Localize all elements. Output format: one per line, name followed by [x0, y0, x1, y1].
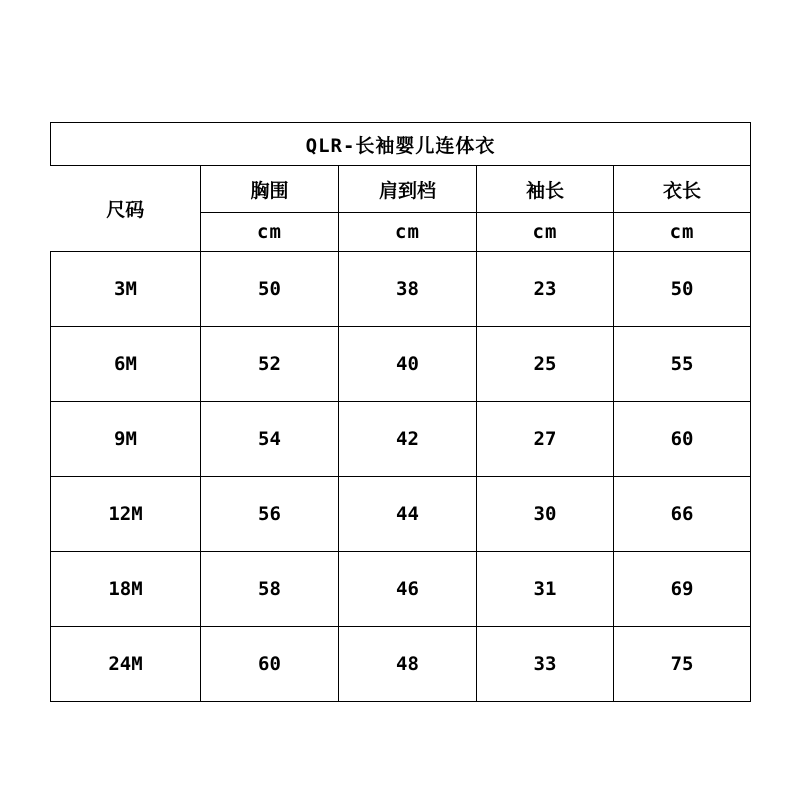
cell-sleeve-length: 30: [477, 477, 614, 552]
unit-chest: cm: [201, 213, 339, 252]
row-size-label: 6M: [51, 327, 201, 402]
row-size-label: 12M: [51, 477, 201, 552]
table-row: [51, 627, 751, 702]
size-chart-table: [50, 122, 751, 702]
column-header-shoulder-to-crotch: 肩到档: [339, 166, 477, 213]
column-header-sleeve-length: 袖长: [477, 166, 614, 213]
cell-shoulder-to-crotch: 46: [339, 552, 477, 627]
cell-chest: 52: [201, 327, 339, 402]
unit-sleeve-length: cm: [477, 213, 614, 252]
cell-shoulder-to-crotch: 40: [339, 327, 477, 402]
table-row: [51, 477, 751, 552]
cell-garment-length: 60: [614, 402, 751, 477]
cell-sleeve-length: 31: [477, 552, 614, 627]
cell-chest: 56: [201, 477, 339, 552]
cell-chest: 54: [201, 402, 339, 477]
page-title: QLR-长袖婴儿连体衣: [51, 123, 751, 166]
table-title-row: [51, 123, 751, 166]
column-header-chest: 胸围: [201, 166, 339, 213]
cell-shoulder-to-crotch: 48: [339, 627, 477, 702]
column-header-garment-length: 衣长: [614, 166, 751, 213]
cell-garment-length: 75: [614, 627, 751, 702]
cell-shoulder-to-crotch: 44: [339, 477, 477, 552]
cell-garment-length: 50: [614, 252, 751, 327]
unit-garment-length: cm: [614, 213, 751, 252]
cell-sleeve-length: 23: [477, 252, 614, 327]
cell-sleeve-length: 33: [477, 627, 614, 702]
cell-sleeve-length: 27: [477, 402, 614, 477]
table-header-row: [51, 166, 751, 213]
cell-sleeve-length: 25: [477, 327, 614, 402]
table-row: [51, 402, 751, 477]
column-header-size: 尺码: [106, 199, 145, 221]
cell-chest: 50: [201, 252, 339, 327]
cell-chest: 58: [201, 552, 339, 627]
cell-shoulder-to-crotch: 42: [339, 402, 477, 477]
row-size-label: 18M: [51, 552, 201, 627]
cell-garment-length: 66: [614, 477, 751, 552]
size-chart-container: [50, 122, 750, 702]
unit-shoulder-to-crotch: cm: [339, 213, 477, 252]
cell-garment-length: 69: [614, 552, 751, 627]
table-row: [51, 552, 751, 627]
cell-chest: 60: [201, 627, 339, 702]
cell-garment-length: 55: [614, 327, 751, 402]
table-row: [51, 327, 751, 402]
cell-shoulder-to-crotch: 38: [339, 252, 477, 327]
row-size-label: 3M: [51, 252, 201, 327]
row-size-label: 9M: [51, 402, 201, 477]
table-row: [51, 252, 751, 327]
row-size-label: 24M: [51, 627, 201, 702]
